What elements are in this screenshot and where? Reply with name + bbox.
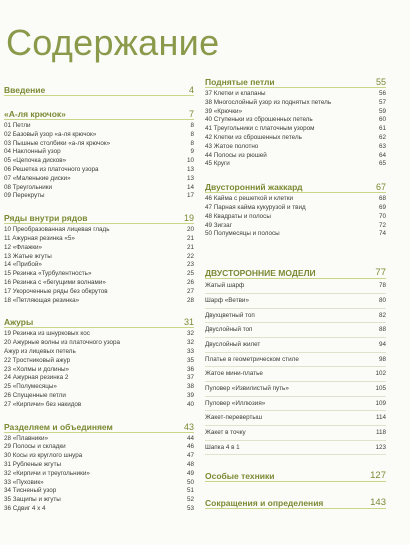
toc-entry[interactable]	[205, 382, 386, 397]
entry-page-number: 39	[186, 391, 194, 399]
section-page-number: 7	[188, 109, 194, 119]
entry-title: 14 «Прибой»	[4, 261, 42, 269]
section-title: Двусторонний жаккард	[205, 182, 303, 193]
entry-page-number: 8	[190, 130, 194, 138]
toc-entry[interactable]	[205, 338, 386, 353]
section-heading[interactable]	[205, 178, 386, 193]
entry-title: 34 Тисненый узор	[4, 487, 57, 495]
entry-page-number: 65	[378, 160, 386, 168]
section-heading[interactable]	[205, 264, 386, 279]
entry-title: Двухцветный топ	[205, 311, 255, 319]
entry-page-number: 61	[378, 125, 386, 133]
entry-page-number: 69	[378, 203, 386, 211]
entry-title: 04 Наклонный узор	[4, 148, 61, 156]
toc-entry[interactable]	[4, 166, 194, 175]
toc-entry[interactable]	[4, 505, 194, 514]
entry-title: 07 «Маленькие диски»	[4, 174, 71, 182]
toc-entry[interactable]	[4, 253, 194, 262]
entry-title: 19 Резинка из шнурковых кос	[4, 330, 90, 338]
section-title: Поднятые петли	[205, 77, 275, 87]
entry-page-number: 105	[375, 384, 386, 392]
entry-title: 50 Полумесяцы и полосы	[205, 230, 280, 238]
entry-page-number: 123	[375, 443, 386, 451]
section-title: Ряды внутри рядов	[4, 213, 88, 224]
entry-title: Жакет-перевертыш	[205, 414, 263, 422]
entry-title: 03 Пышные столбики «а-ля крючок»	[4, 139, 111, 147]
entry-page-number: 59	[378, 107, 386, 115]
toc-section-models	[205, 264, 386, 455]
toc-entry[interactable]	[205, 411, 386, 426]
entry-title: 35 Защипы и жгуты	[4, 496, 61, 504]
toc-entry[interactable]	[4, 297, 194, 306]
entry-title: 39 «Крючки»	[205, 107, 243, 115]
entry-title: Жатый шарф	[205, 282, 245, 290]
section-title: ДВУСТОРОННИЕ МОДЕЛИ	[205, 268, 316, 279]
toc-entry[interactable]	[4, 226, 194, 235]
entry-page-number: 49	[186, 469, 194, 477]
toc-entry[interactable]	[4, 461, 194, 470]
section-page-number: 43	[183, 421, 194, 432]
section-page-number: 127	[370, 470, 386, 482]
section-heading[interactable]	[4, 105, 194, 120]
entry-page-number: 20	[186, 226, 194, 234]
entry-title: 12 «Флажки»	[4, 243, 42, 251]
entry-page-number: 62	[378, 133, 386, 141]
section-page-number: 143	[370, 497, 386, 509]
toc-entry[interactable]	[205, 195, 386, 204]
entry-page-number: 78	[378, 282, 386, 290]
toc-entry[interactable]	[4, 366, 194, 375]
toc-section	[205, 73, 386, 169]
entry-title: 38 Многослойный узор из поднятых петель	[205, 98, 332, 106]
toc-entry[interactable]	[205, 143, 386, 152]
entry-page-number: 22	[186, 252, 194, 260]
section-heading[interactable]	[4, 313, 194, 328]
section-title: «А-ля крючок»	[4, 109, 66, 119]
entry-title: 05 «Цепочка дисков»	[4, 157, 67, 165]
entry-title: 27 «Кирпичи» без накидов	[4, 400, 82, 408]
toc-section	[4, 209, 194, 305]
entry-title: Пуловер «Иллюзия»	[205, 399, 266, 407]
entry-page-number: 64	[378, 151, 386, 159]
toc-entry[interactable]	[205, 441, 386, 456]
entry-page-number: 27	[186, 287, 194, 295]
entry-page-number: 8	[190, 122, 194, 129]
entry-page-number: 23	[186, 261, 194, 269]
section-page-number: 4	[188, 85, 194, 95]
toc-entry[interactable]	[205, 294, 386, 309]
entry-title: 31 Рубленые жгуты	[4, 460, 61, 468]
entry-title: 44 Полосы из рюшей	[205, 151, 267, 159]
toc-entry[interactable]	[4, 496, 194, 505]
entry-page-number: 14	[186, 183, 194, 191]
toc-entry[interactable]	[4, 244, 194, 253]
toc-entry[interactable]	[205, 230, 386, 239]
section-title: Введение	[4, 85, 46, 95]
entry-title: 37 Клетки и клапаны	[205, 90, 266, 97]
toc-entry[interactable]	[205, 204, 386, 213]
entry-page-number: 38	[186, 383, 194, 391]
entry-page-number: 21	[186, 234, 194, 242]
toc-entry[interactable]	[4, 392, 194, 401]
toc-entry[interactable]	[4, 261, 194, 270]
entry-title: Шапка 4 в 1	[205, 443, 240, 451]
toc-entry[interactable]	[4, 175, 194, 184]
entry-page-number: 13	[186, 174, 194, 182]
section-heading[interactable]	[4, 418, 194, 433]
section-page-number: 77	[375, 267, 386, 279]
entry-page-number: 17	[186, 192, 194, 200]
entry-title: 22 Тростниковый ажур	[4, 356, 71, 364]
toc-entry[interactable]	[4, 383, 194, 392]
toc-section	[4, 418, 194, 514]
section-heading[interactable]	[205, 494, 386, 509]
entry-title: Платье в геометрическом стиле	[205, 355, 299, 363]
entry-title: Двуслойный жилет	[205, 340, 261, 348]
entry-page-number: 74	[378, 230, 386, 238]
entry-page-number: 48	[186, 460, 194, 468]
entry-page-number: 46	[186, 443, 194, 451]
entry-title: 02 Базовый узор «а-ля крючок»	[4, 130, 97, 138]
entry-title: 24 Ажурная резинка 2	[4, 374, 69, 382]
toc-entry[interactable]	[4, 184, 194, 193]
page-title: Содержание	[6, 22, 220, 63]
entry-title: 08 Треугольники	[4, 183, 53, 191]
entry-page-number: 94	[378, 340, 386, 348]
toc-entry[interactable]	[4, 348, 194, 357]
entry-page-number: 53	[186, 504, 194, 512]
toc-section	[205, 467, 386, 482]
entry-page-number: 72	[378, 221, 386, 229]
entry-page-number: 10	[186, 157, 194, 165]
entry-page-number: 36	[186, 365, 194, 373]
toc-entry[interactable]	[205, 116, 386, 125]
entry-page-number: 50	[186, 478, 194, 486]
entry-title: 15 Резинка «Турбулентность»	[4, 270, 92, 278]
entry-title: 45 Круги	[205, 160, 230, 168]
toc-entry[interactable]	[205, 279, 386, 294]
toc-entry[interactable]	[4, 235, 194, 244]
entry-page-number: 109	[375, 399, 386, 407]
entry-page-number: 13	[186, 165, 194, 173]
toc-entry[interactable]	[205, 108, 386, 117]
entry-list	[205, 195, 386, 239]
entry-page-number: 102	[375, 370, 386, 378]
toc-entry[interactable]	[4, 288, 194, 297]
toc-entry[interactable]	[205, 134, 386, 143]
toc-entry[interactable]	[205, 99, 386, 108]
entry-title: 30 Косы из круглого шнура	[4, 452, 83, 460]
toc-entry[interactable]	[4, 435, 194, 444]
entry-page-number: 118	[375, 429, 386, 437]
entry-title: 33 «Пуховик»	[4, 478, 44, 486]
entry-list	[4, 122, 194, 201]
toc-entry[interactable]	[4, 148, 194, 157]
entry-page-number: 56	[378, 90, 386, 97]
toc-entry[interactable]	[4, 452, 194, 461]
entry-page-number: 37	[186, 374, 194, 382]
entry-title: Пуловер «Извилистый путь»	[205, 384, 289, 392]
entry-list	[4, 330, 194, 409]
toc-entry[interactable]	[4, 270, 194, 279]
entry-page-number: 52	[186, 496, 194, 504]
entry-list	[4, 226, 194, 305]
entry-title: Шарф «Ветви»	[205, 296, 249, 304]
entry-title: 41 Треугольники с платочным узором	[205, 125, 315, 133]
entry-page-number: 47	[186, 452, 194, 460]
entry-title: 01 Петли	[4, 122, 31, 129]
toc-entry[interactable]	[4, 443, 194, 452]
section-page-number: 55	[375, 77, 386, 87]
toc-entry[interactable]	[205, 309, 386, 324]
toc-entry[interactable]	[205, 426, 386, 441]
entry-page-number: 21	[186, 243, 194, 251]
entry-title: 20 Ажурные волны из платочного узора	[4, 339, 121, 347]
entry-title: Жакет в точку	[205, 429, 246, 437]
entry-page-number: 44	[186, 434, 194, 442]
entry-title: 17 Укороченные ряды без обкрутов	[4, 287, 108, 295]
section-title: Разделяем и объединяем	[4, 421, 113, 432]
toc-entry[interactable]	[205, 160, 386, 169]
toc-entry[interactable]	[205, 367, 386, 382]
entry-title: Ажур из лицевых петель	[4, 347, 76, 355]
toc-entry[interactable]	[4, 131, 194, 140]
toc-entry[interactable]	[4, 192, 194, 201]
toc-entry[interactable]	[205, 353, 386, 368]
entry-page-number: 26	[186, 278, 194, 286]
entry-title: 11 Ажурная резинка «5»	[4, 234, 75, 242]
entry-title: 32 «Кирпичи и треугольники»	[4, 469, 90, 477]
entry-page-number: 114	[375, 414, 386, 422]
entry-title: 28 «Плавники»	[4, 434, 49, 442]
toc-entry[interactable]	[4, 470, 194, 479]
entry-title: 46 Кайма с решеткой и клетки	[205, 195, 293, 203]
entry-page-number: 8	[190, 139, 194, 147]
entry-page-number: 25	[186, 270, 194, 278]
toc-entry[interactable]	[4, 140, 194, 149]
entry-page-number: 28	[186, 296, 194, 304]
entry-title: 43 Жатое полотно	[205, 142, 259, 150]
entry-page-number: 68	[378, 195, 386, 203]
toc-entry[interactable]	[4, 122, 194, 131]
entry-title: 23 «Холмы и долины»	[4, 365, 70, 373]
toc-entry[interactable]	[4, 279, 194, 288]
section-page-number: 19	[183, 213, 194, 224]
entry-page-number: 98	[378, 355, 386, 363]
entry-page-number: 51	[186, 487, 194, 495]
toc-right-column	[205, 73, 386, 509]
entry-page-number: 80	[378, 296, 386, 304]
entry-list	[205, 90, 386, 169]
toc-section	[4, 313, 194, 409]
entry-page-number: 60	[378, 116, 386, 124]
entry-list	[4, 435, 194, 514]
section-title: Особые техники	[205, 471, 275, 482]
section-title: Ажуры	[4, 317, 34, 328]
section-title: Сокращения и определения	[205, 498, 324, 509]
section-heading[interactable]	[4, 209, 194, 224]
section-heading[interactable]	[4, 81, 194, 96]
entry-title: 09 Перекруты	[4, 192, 45, 200]
entry-title: Жатое мини-платье	[205, 370, 263, 378]
entry-title: 06 Решетка из платочного узора	[4, 165, 99, 173]
entry-page-number: 88	[378, 326, 386, 334]
toc-entry[interactable]	[4, 157, 194, 166]
entry-title: 40 Ступеньки из сброшенных петель	[205, 116, 313, 124]
entry-page-number: 33	[186, 347, 194, 355]
entry-title: 47 Парная кайма кукурузой и твид	[205, 203, 306, 211]
toc-entry[interactable]	[205, 213, 386, 222]
entry-title: 29 Полосы и складки	[4, 443, 66, 451]
toc-entry[interactable]	[4, 374, 194, 383]
toc-section	[205, 178, 386, 239]
toc-section	[205, 494, 386, 509]
toc-entry[interactable]	[4, 401, 194, 410]
toc-entry[interactable]	[4, 339, 194, 348]
entry-page-number: 63	[378, 142, 386, 150]
entry-page-number: 35	[186, 356, 194, 364]
toc-entry[interactable]	[4, 357, 194, 366]
toc-entry[interactable]	[205, 222, 386, 231]
section-heading[interactable]	[205, 467, 386, 482]
entry-page-number: 32	[186, 339, 194, 347]
entry-title: Двуслойный топ	[205, 326, 253, 334]
entry-title: 16 Резинка с «бегущими волнами»	[4, 278, 106, 286]
toc-section	[4, 81, 194, 96]
entry-title: 25 «Полумесяцы»	[4, 383, 57, 391]
entry-page-number: 57	[378, 98, 386, 106]
toc-entry[interactable]	[205, 90, 386, 99]
entry-title: 26 Спущенные петли	[4, 391, 66, 399]
entry-title: 36 Сдвиг 4 х 4	[4, 504, 46, 512]
toc-entry[interactable]	[4, 479, 194, 488]
entry-title: 48 Квадраты и полосы	[205, 212, 271, 220]
toc-left-column	[4, 73, 194, 514]
toc-entry[interactable]	[205, 125, 386, 134]
entry-page-number: 40	[186, 400, 194, 408]
toc-entry[interactable]	[4, 330, 194, 339]
entry-page-number: 32	[186, 330, 194, 338]
toc-entry[interactable]	[205, 152, 386, 161]
entry-page-number: 70	[378, 212, 386, 220]
toc-entry[interactable]	[4, 487, 194, 496]
toc-section	[4, 105, 194, 201]
entry-page-number: 82	[378, 311, 386, 319]
entry-title: 49 Зигзаг	[205, 221, 232, 229]
entry-title: 42 Клетки из сброшенных петель	[205, 133, 302, 141]
toc-entry[interactable]	[205, 323, 386, 338]
section-heading[interactable]	[205, 73, 386, 88]
entry-title: 18 «Петляющая резинка»	[4, 296, 80, 304]
toc-entry[interactable]	[205, 397, 386, 412]
entry-title: 10 Преобразованная лицевая гладь	[4, 226, 110, 234]
entry-title: 13 Жатые жгуты	[4, 252, 52, 260]
entry-page-number: 9	[190, 148, 194, 156]
section-page-number: 67	[375, 182, 386, 193]
section-page-number: 31	[183, 317, 194, 328]
